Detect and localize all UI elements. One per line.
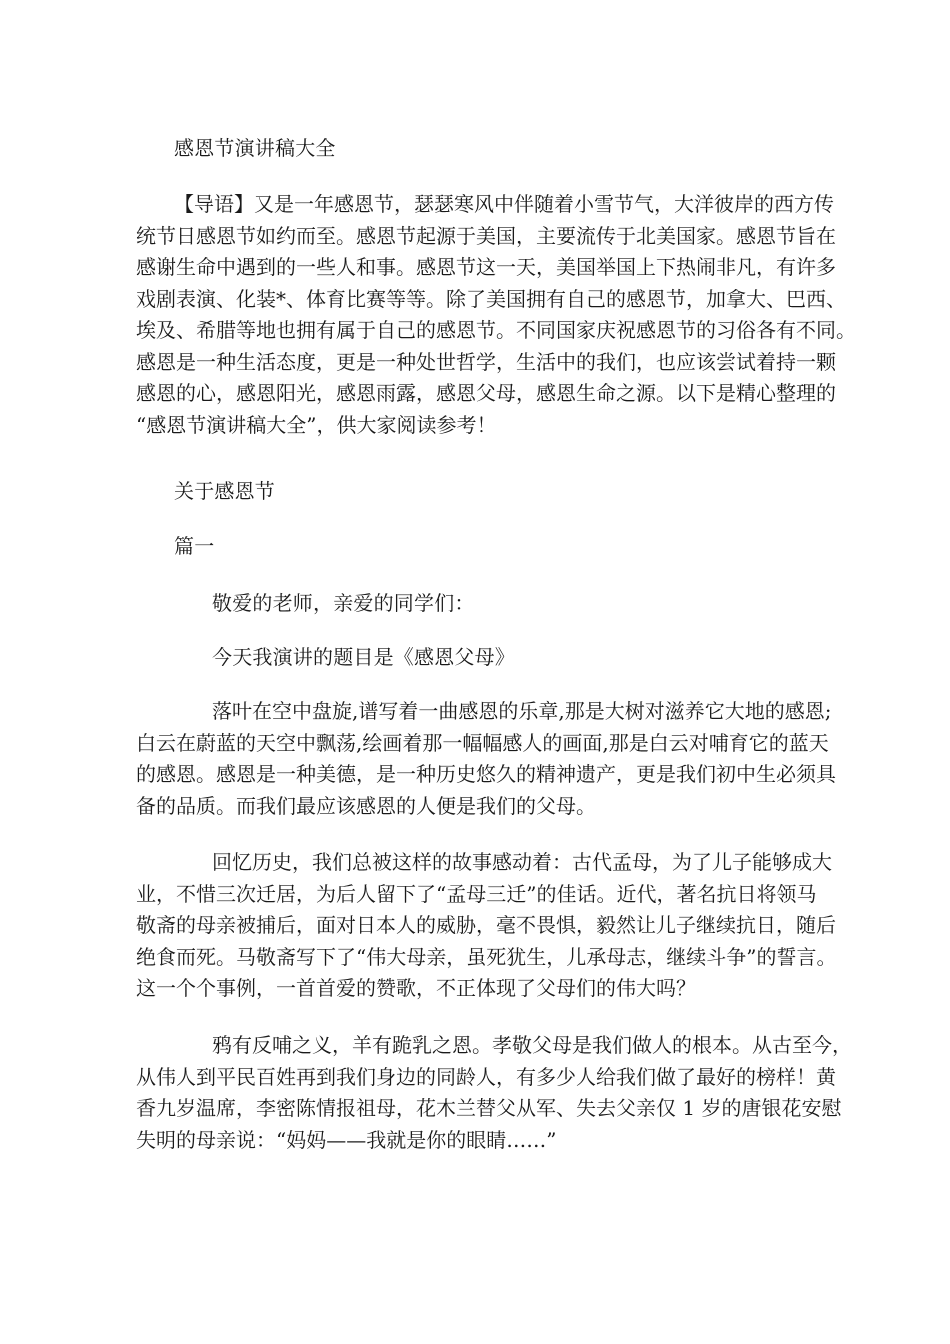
paragraph-line: 这一个个事例，一首首爱的赞歌，不正体现了父母们的伟大吗？ xyxy=(136,976,696,1000)
intro-line: 【导语】又是一年感恩节，瑟瑟寒风中伴随着小雪节气，大洋彼岸的西方传 xyxy=(174,192,834,216)
intro-line: 感谢生命中遇到的一些人和事。感恩节这一天，美国举国上下热闹非凡，有许多 xyxy=(136,255,836,279)
speech-paragraph-2 xyxy=(136,847,837,1005)
paragraph-line: 绝食而死。马敬斋写下了“伟大母亲，虽死犹生，儿承母志，继续斗争”的誓言。 xyxy=(136,944,837,969)
intro-paragraph xyxy=(136,189,856,441)
paragraph-line: 的感恩。感恩是一种美德，是一种历史悠久的精神遗产，更是我们初中生必须具 xyxy=(136,762,836,786)
speech-greeting: 敬爱的老师，亲爱的同学们： xyxy=(212,591,475,615)
section-heading: 关于感恩节 xyxy=(174,479,275,503)
paragraph-line: 失明的母亲说：“妈妈——我就是你的眼睛……” xyxy=(136,1127,557,1152)
intro-line: 统节日感恩节如约而至。感恩节起源于美国，主要流传于北美国家。感恩节旨在 xyxy=(136,223,836,248)
paragraph-line: 敬斋的母亲被捕后，面对日本人的威胁，毫不畏惧，毅然让儿子继续抗日，随后 xyxy=(136,913,836,937)
intro-line: 感恩的心，感恩阳光，感恩雨露，感恩父母，感恩生命之源。以下是精心整理的 xyxy=(136,381,836,405)
paragraph-line: 落叶在空中盘旋,谱写着一曲感恩的乐章,那是大树对滋养它大地的感恩; xyxy=(212,699,832,723)
paragraph-line: 香九岁温席，李密陈情报祖母，花木兰替父从军、失去父亲仅 1 岁的唐银花安慰 xyxy=(136,1096,842,1120)
paragraph-line: 业，不惜三次迁居，为后人留下了“孟母三迁”的佳话。近代，著名抗日将领马 xyxy=(136,881,817,906)
intro-line: 戏剧表演、化装*、体育比赛等等。除了美国拥有自己的感恩节，加拿大、巴西、 xyxy=(136,286,846,311)
paragraph-line: 白云在蔚蓝的天空中飘荡,绘画着那一幅幅感人的画面,那是白云对哺育它的蓝天 xyxy=(136,730,829,755)
paragraph-line: 回忆历史，我们总被这样的故事感动着：古代孟母，为了儿子能够成大 xyxy=(212,850,832,874)
part-heading: 篇一 xyxy=(174,534,215,558)
paragraph-line: 从伟人到平民百姓再到我们身边的同龄人，有多少人给我们做了最好的榜样！黄 xyxy=(136,1064,836,1089)
intro-line: “感恩节演讲稿大全”，供大家阅读参考！ xyxy=(136,412,497,437)
document-title: 感恩节演讲稿大全 xyxy=(174,136,336,160)
intro-line: 埃及、希腊等地也拥有属于自己的感恩节。不同国家庆祝感恩节的习俗各有不同。 xyxy=(136,318,856,342)
paragraph-line: 鸦有反哺之义，羊有跪乳之恩。孝敬父母是我们做人的根本。从古至今， xyxy=(212,1033,852,1057)
speech-title-line: 今天我演讲的题目是《感恩父母》 xyxy=(212,645,515,669)
speech-paragraph-1 xyxy=(136,696,836,822)
paragraph-line: 备的品质。而我们最应该感恩的人便是我们的父母。 xyxy=(136,793,596,818)
intro-line: 感恩是一种生活态度，更是一种处世哲学，生活中的我们，也应该尝试着持一颗 xyxy=(136,349,836,374)
speech-paragraph-3 xyxy=(136,1030,852,1156)
